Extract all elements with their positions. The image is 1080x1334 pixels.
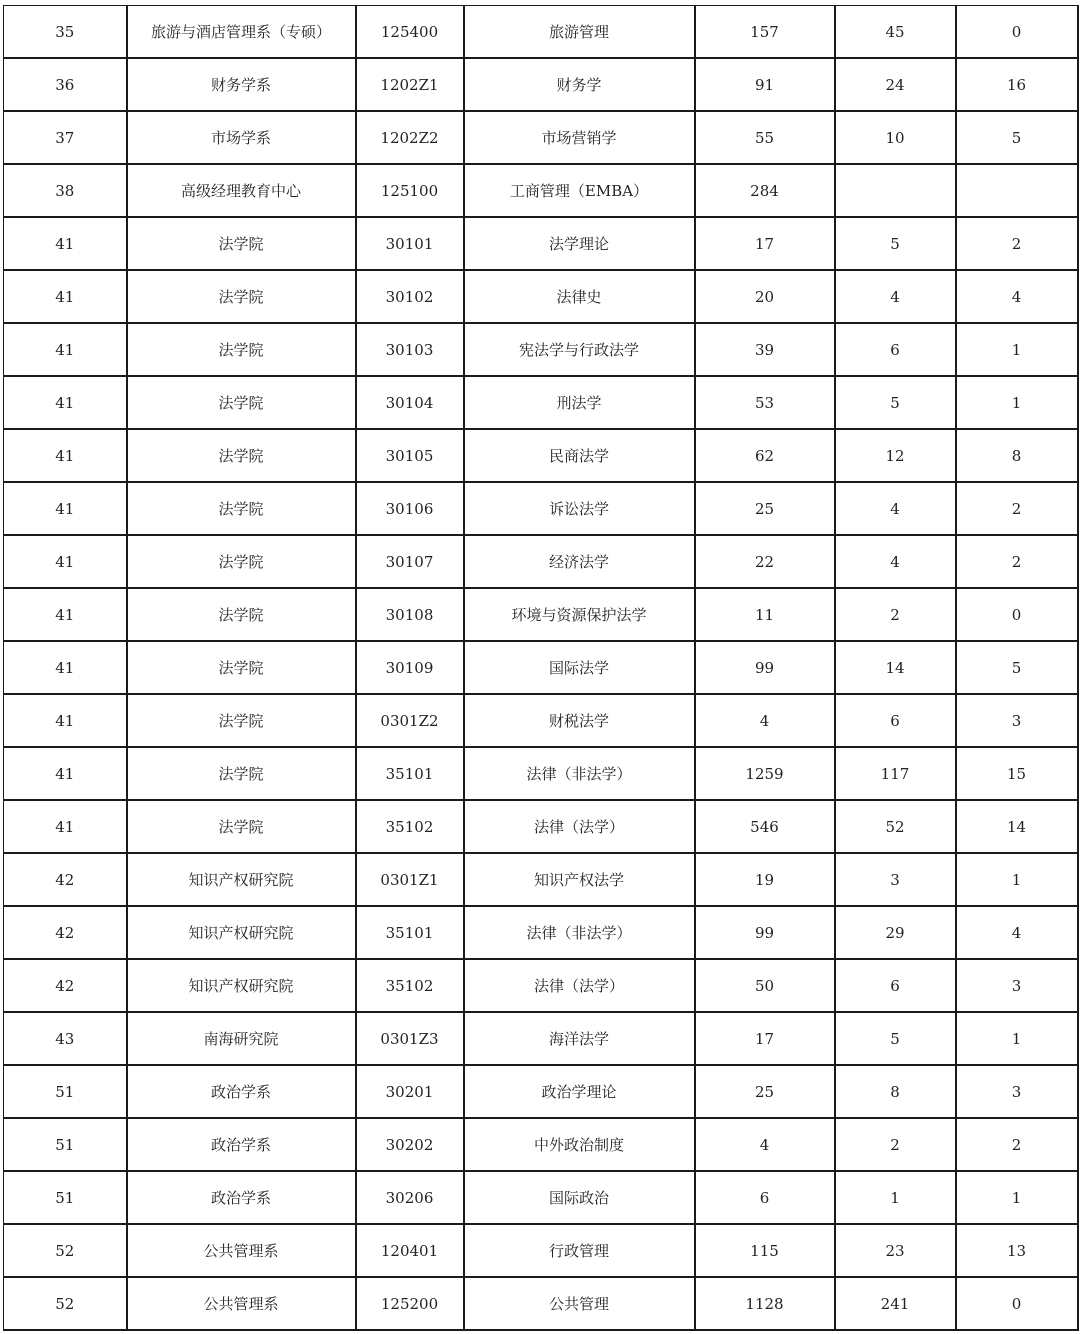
- major-name-cell: 法学理论: [464, 217, 695, 270]
- table-row: [4, 6, 1078, 59]
- count-cell-1: 11: [695, 588, 835, 641]
- count-cell-3: 4: [956, 906, 1078, 959]
- department-cell: 知识产权研究院: [127, 906, 356, 959]
- major-code-cell: 30105: [356, 429, 464, 482]
- count-cell-2: 6: [835, 959, 956, 1012]
- table-row: [4, 747, 1078, 800]
- count-cell-2: 23: [835, 1224, 956, 1277]
- count-cell-3: [956, 164, 1078, 217]
- count-cell-3: 2: [956, 1118, 1078, 1171]
- department-cell: 公共管理系: [127, 1224, 356, 1277]
- department-cell: 法学院: [127, 535, 356, 588]
- dept-number-cell: 51: [4, 1171, 127, 1224]
- major-code-cell: 35102: [356, 800, 464, 853]
- table-row: [4, 853, 1078, 906]
- table-row: [4, 588, 1078, 641]
- department-cell: 知识产权研究院: [127, 959, 356, 1012]
- count-cell-3: 1: [956, 323, 1078, 376]
- major-name-cell: 宪法学与行政法学: [464, 323, 695, 376]
- count-cell-1: 22: [695, 535, 835, 588]
- table-row: [4, 376, 1078, 429]
- count-cell-3: 15: [956, 747, 1078, 800]
- department-cell: 市场学系: [127, 111, 356, 164]
- count-cell-2: 10: [835, 111, 956, 164]
- department-cell: 旅游与酒店管理系（专硕）: [127, 6, 356, 59]
- department-cell: 法学院: [127, 270, 356, 323]
- department-cell: 高级经理教育中心: [127, 164, 356, 217]
- department-cell: 法学院: [127, 588, 356, 641]
- dept-number-cell: 41: [4, 641, 127, 694]
- dept-number-cell: 41: [4, 323, 127, 376]
- count-cell-1: 17: [695, 1012, 835, 1065]
- department-cell: 法学院: [127, 694, 356, 747]
- count-cell-2: [835, 164, 956, 217]
- count-cell-1: 20: [695, 270, 835, 323]
- count-cell-2: 5: [835, 1012, 956, 1065]
- major-code-cell: 125100: [356, 164, 464, 217]
- major-code-cell: 30102: [356, 270, 464, 323]
- count-cell-2: 8: [835, 1065, 956, 1118]
- major-name-cell: 法律（非法学）: [464, 747, 695, 800]
- table-row: [4, 58, 1078, 111]
- count-cell-3: 4: [956, 270, 1078, 323]
- dept-number-cell: 41: [4, 694, 127, 747]
- count-cell-1: 1128: [695, 1277, 835, 1330]
- major-name-cell: 民商法学: [464, 429, 695, 482]
- dept-number-cell: 43: [4, 1012, 127, 1065]
- table-body: [4, 6, 1078, 1331]
- major-code-cell: 120401: [356, 1224, 464, 1277]
- major-name-cell: 法律（法学）: [464, 800, 695, 853]
- department-cell: 公共管理系: [127, 1277, 356, 1330]
- dept-number-cell: 42: [4, 853, 127, 906]
- count-cell-1: 4: [695, 694, 835, 747]
- department-cell: 法学院: [127, 323, 356, 376]
- major-name-cell: 海洋法学: [464, 1012, 695, 1065]
- table-row: [4, 1277, 1078, 1330]
- admissions-table: [3, 5, 1079, 1331]
- count-cell-3: 13: [956, 1224, 1078, 1277]
- major-code-cell: 1202Z1: [356, 58, 464, 111]
- table-row: [4, 535, 1078, 588]
- major-name-cell: 中外政治制度: [464, 1118, 695, 1171]
- dept-number-cell: 42: [4, 959, 127, 1012]
- count-cell-1: 62: [695, 429, 835, 482]
- dept-number-cell: 41: [4, 429, 127, 482]
- dept-number-cell: 36: [4, 58, 127, 111]
- count-cell-3: 0: [956, 588, 1078, 641]
- dept-number-cell: 41: [4, 482, 127, 535]
- major-name-cell: 财务学: [464, 58, 695, 111]
- major-code-cell: 0301Z1: [356, 853, 464, 906]
- table-row: [4, 1171, 1078, 1224]
- major-code-cell: 30206: [356, 1171, 464, 1224]
- major-code-cell: 30106: [356, 482, 464, 535]
- table-row: [4, 906, 1078, 959]
- major-name-cell: 市场营销学: [464, 111, 695, 164]
- major-name-cell: 财税法学: [464, 694, 695, 747]
- major-code-cell: 30108: [356, 588, 464, 641]
- count-cell-3: 2: [956, 217, 1078, 270]
- table-row: [4, 1012, 1078, 1065]
- count-cell-2: 29: [835, 906, 956, 959]
- major-name-cell: 国际政治: [464, 1171, 695, 1224]
- department-cell: 法学院: [127, 217, 356, 270]
- count-cell-1: 99: [695, 906, 835, 959]
- count-cell-1: 4: [695, 1118, 835, 1171]
- major-name-cell: 经济法学: [464, 535, 695, 588]
- department-cell: 法学院: [127, 429, 356, 482]
- count-cell-2: 2: [835, 1118, 956, 1171]
- count-cell-2: 12: [835, 429, 956, 482]
- dept-number-cell: 42: [4, 906, 127, 959]
- count-cell-3: 2: [956, 535, 1078, 588]
- count-cell-2: 4: [835, 535, 956, 588]
- count-cell-1: 39: [695, 323, 835, 376]
- table-row: [4, 694, 1078, 747]
- table-row: [4, 959, 1078, 1012]
- major-code-cell: 35101: [356, 747, 464, 800]
- dept-number-cell: 52: [4, 1277, 127, 1330]
- dept-number-cell: 51: [4, 1065, 127, 1118]
- count-cell-1: 25: [695, 1065, 835, 1118]
- table-row: [4, 270, 1078, 323]
- major-code-cell: 0301Z3: [356, 1012, 464, 1065]
- major-code-cell: 30101: [356, 217, 464, 270]
- count-cell-3: 16: [956, 58, 1078, 111]
- count-cell-2: 6: [835, 694, 956, 747]
- major-code-cell: 30201: [356, 1065, 464, 1118]
- major-name-cell: 法律（法学）: [464, 959, 695, 1012]
- count-cell-1: 17: [695, 217, 835, 270]
- major-name-cell: 诉讼法学: [464, 482, 695, 535]
- major-code-cell: 125400: [356, 6, 464, 59]
- major-name-cell: 法律史: [464, 270, 695, 323]
- count-cell-3: 3: [956, 694, 1078, 747]
- department-cell: 政治学系: [127, 1171, 356, 1224]
- count-cell-2: 24: [835, 58, 956, 111]
- dept-number-cell: 51: [4, 1118, 127, 1171]
- major-name-cell: 政治学理论: [464, 1065, 695, 1118]
- major-code-cell: 0301Z2: [356, 694, 464, 747]
- table-row: [4, 800, 1078, 853]
- dept-number-cell: 41: [4, 376, 127, 429]
- dept-number-cell: 52: [4, 1224, 127, 1277]
- count-cell-1: 6: [695, 1171, 835, 1224]
- count-cell-3: 0: [956, 6, 1078, 59]
- major-code-cell: 30109: [356, 641, 464, 694]
- major-name-cell: 公共管理: [464, 1277, 695, 1330]
- department-cell: 政治学系: [127, 1065, 356, 1118]
- major-name-cell: 知识产权法学: [464, 853, 695, 906]
- major-name-cell: 刑法学: [464, 376, 695, 429]
- major-code-cell: 30202: [356, 1118, 464, 1171]
- major-name-cell: 国际法学: [464, 641, 695, 694]
- count-cell-2: 45: [835, 6, 956, 59]
- count-cell-3: 0: [956, 1277, 1078, 1330]
- count-cell-1: 157: [695, 6, 835, 59]
- dept-number-cell: 35: [4, 6, 127, 59]
- major-code-cell: 30104: [356, 376, 464, 429]
- count-cell-2: 117: [835, 747, 956, 800]
- department-cell: 知识产权研究院: [127, 853, 356, 906]
- table-row: [4, 429, 1078, 482]
- count-cell-2: 2: [835, 588, 956, 641]
- table-row: [4, 111, 1078, 164]
- count-cell-1: 546: [695, 800, 835, 853]
- count-cell-3: 3: [956, 959, 1078, 1012]
- dept-number-cell: 41: [4, 747, 127, 800]
- dept-number-cell: 41: [4, 800, 127, 853]
- count-cell-1: 53: [695, 376, 835, 429]
- count-cell-3: 1: [956, 376, 1078, 429]
- dept-number-cell: 41: [4, 217, 127, 270]
- count-cell-1: 115: [695, 1224, 835, 1277]
- department-cell: 政治学系: [127, 1118, 356, 1171]
- major-name-cell: 工商管理（EMBA）: [464, 164, 695, 217]
- dept-number-cell: 41: [4, 270, 127, 323]
- count-cell-1: 55: [695, 111, 835, 164]
- dept-number-cell: 37: [4, 111, 127, 164]
- count-cell-1: 19: [695, 853, 835, 906]
- department-cell: 南海研究院: [127, 1012, 356, 1065]
- count-cell-1: 25: [695, 482, 835, 535]
- count-cell-3: 8: [956, 429, 1078, 482]
- table-row: [4, 164, 1078, 217]
- department-cell: 法学院: [127, 800, 356, 853]
- count-cell-1: 50: [695, 959, 835, 1012]
- count-cell-1: 91: [695, 58, 835, 111]
- count-cell-2: 1: [835, 1171, 956, 1224]
- count-cell-3: 1: [956, 1171, 1078, 1224]
- department-cell: 法学院: [127, 482, 356, 535]
- count-cell-3: 3: [956, 1065, 1078, 1118]
- count-cell-1: 1259: [695, 747, 835, 800]
- major-code-cell: 35101: [356, 906, 464, 959]
- department-cell: 法学院: [127, 641, 356, 694]
- count-cell-2: 5: [835, 217, 956, 270]
- count-cell-1: 99: [695, 641, 835, 694]
- count-cell-3: 1: [956, 1012, 1078, 1065]
- count-cell-2: 241: [835, 1277, 956, 1330]
- count-cell-3: 1: [956, 853, 1078, 906]
- major-name-cell: 环境与资源保护法学: [464, 588, 695, 641]
- department-cell: 财务学系: [127, 58, 356, 111]
- table-row: [4, 323, 1078, 376]
- count-cell-1: 284: [695, 164, 835, 217]
- major-name-cell: 行政管理: [464, 1224, 695, 1277]
- count-cell-2: 4: [835, 482, 956, 535]
- dept-number-cell: 38: [4, 164, 127, 217]
- dept-number-cell: 41: [4, 588, 127, 641]
- table-row: [4, 641, 1078, 694]
- table-row: [4, 1224, 1078, 1277]
- count-cell-2: 6: [835, 323, 956, 376]
- department-cell: 法学院: [127, 747, 356, 800]
- count-cell-2: 5: [835, 376, 956, 429]
- major-name-cell: 法律（非法学）: [464, 906, 695, 959]
- table-row: [4, 1118, 1078, 1171]
- count-cell-2: 14: [835, 641, 956, 694]
- count-cell-2: 52: [835, 800, 956, 853]
- count-cell-3: 14: [956, 800, 1078, 853]
- table-row: [4, 217, 1078, 270]
- count-cell-3: 5: [956, 641, 1078, 694]
- major-code-cell: 1202Z2: [356, 111, 464, 164]
- major-code-cell: 30107: [356, 535, 464, 588]
- major-code-cell: 125200: [356, 1277, 464, 1330]
- major-code-cell: 30103: [356, 323, 464, 376]
- dept-number-cell: 41: [4, 535, 127, 588]
- count-cell-2: 4: [835, 270, 956, 323]
- major-name-cell: 旅游管理: [464, 6, 695, 59]
- table-row: [4, 1065, 1078, 1118]
- count-cell-3: 2: [956, 482, 1078, 535]
- department-cell: 法学院: [127, 376, 356, 429]
- count-cell-2: 3: [835, 853, 956, 906]
- table-row: [4, 482, 1078, 535]
- major-code-cell: 35102: [356, 959, 464, 1012]
- count-cell-3: 5: [956, 111, 1078, 164]
